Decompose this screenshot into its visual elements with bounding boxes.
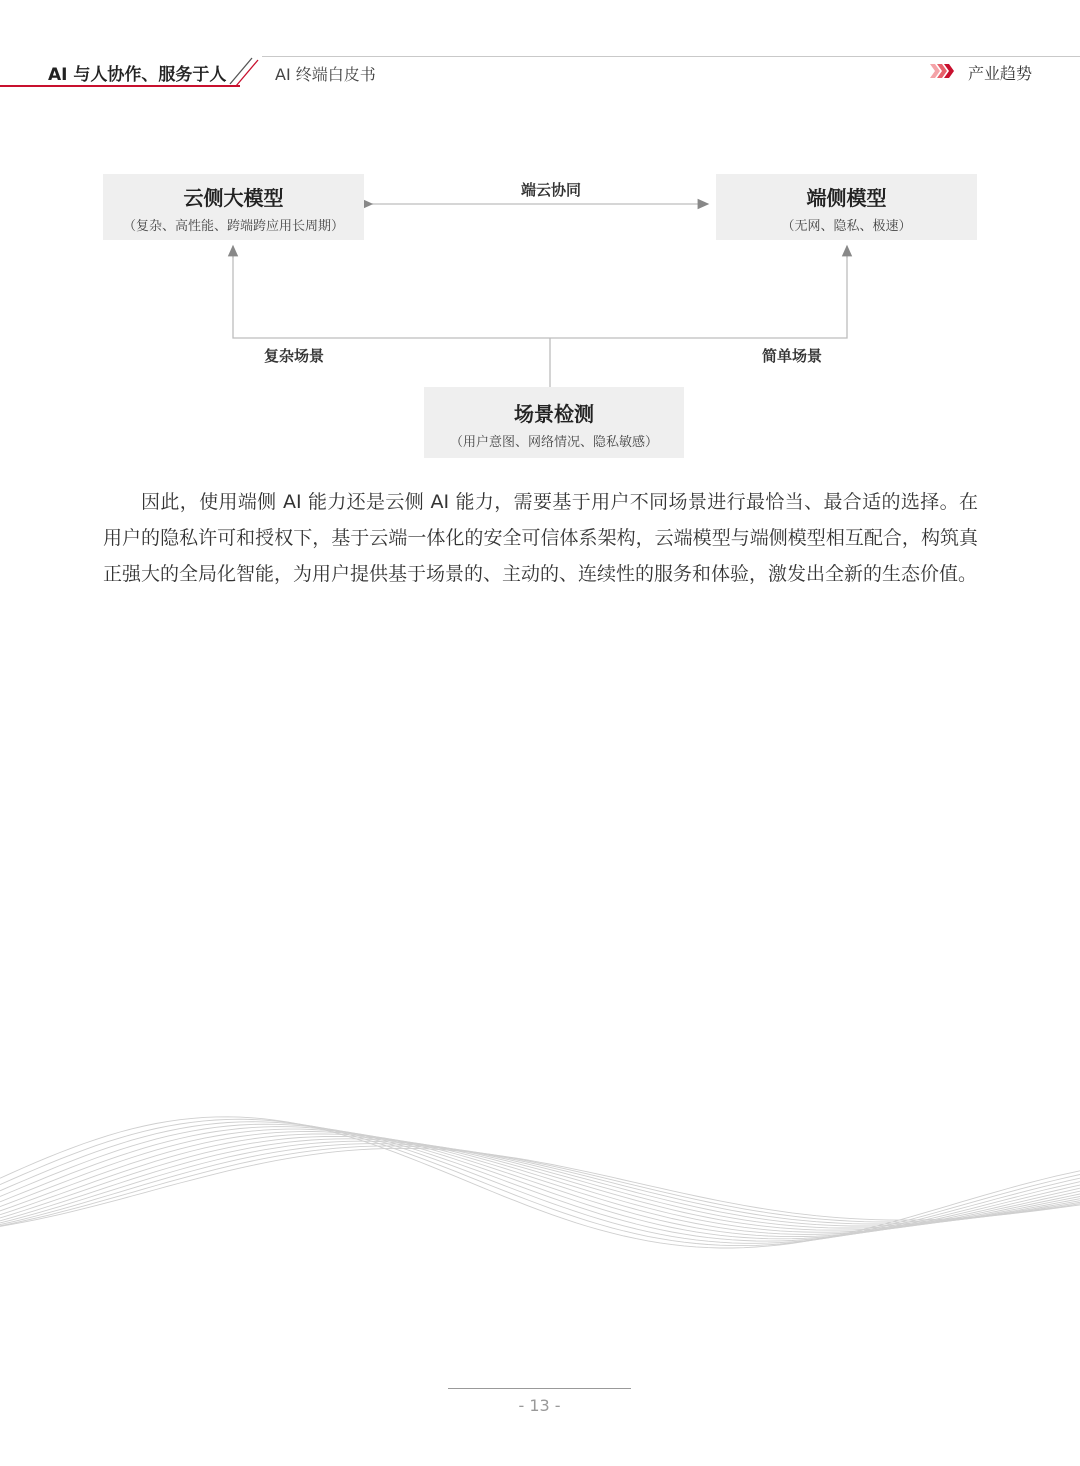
simple-scene-label: 简单场景 <box>762 347 823 365</box>
device-model-title: 端侧模型 <box>806 186 887 210</box>
wave-line <box>0 1136 1080 1230</box>
body-paragraph: 因此，使用端侧 AI 能力还是云侧 AI 能力，需要基于用户不同场景进行最恰当、最合适的选择。在用户的隐私许可和授权下，基于云端一体化的安全可信体系架构，云端模型与端侧模型相互配合，构筑真正强大的全局化智能，为用户提供基于场景的、主动的、连续性的服务和体验，激发出全新的生态价值。 <box>103 491 978 585</box>
wave-line <box>0 1119 1080 1245</box>
cloud-model-title: 云侧大模型 <box>183 186 284 210</box>
cloud-device-diagram <box>0 0 1080 470</box>
wave-line <box>0 1146 1080 1226</box>
scene-detect-title: 场景检测 <box>514 402 594 426</box>
header-doc-title: AI 终端白皮书 <box>275 65 376 84</box>
cloud-model-box <box>103 174 364 240</box>
wave-line <box>0 1132 1080 1235</box>
device-model-box <box>716 174 977 240</box>
page-number: - 13 - <box>518 1396 561 1415</box>
sync-label: 端云协同 <box>521 181 582 199</box>
wave-line <box>0 1117 1080 1248</box>
footer-rule <box>448 1388 631 1389</box>
complex-scene-label: 复杂场景 <box>264 347 325 365</box>
scene-detect-subtitle: （用户意图、网络情况、隐私敏感） <box>449 435 658 450</box>
header-left-title: AI 与人协作、服务于人 <box>48 65 227 85</box>
wave-lines-decoration <box>0 1080 1080 1300</box>
cloud-model-subtitle: （复杂、高性能、跨端跨应用长周期） <box>122 219 344 234</box>
scene-detect-box <box>424 387 684 458</box>
wave-line <box>0 1129 1080 1237</box>
header-section-title: 产业趋势 <box>968 64 1033 83</box>
scene-branch-line <box>233 250 847 338</box>
device-model-subtitle: （无网、隐私、极速） <box>781 219 912 234</box>
